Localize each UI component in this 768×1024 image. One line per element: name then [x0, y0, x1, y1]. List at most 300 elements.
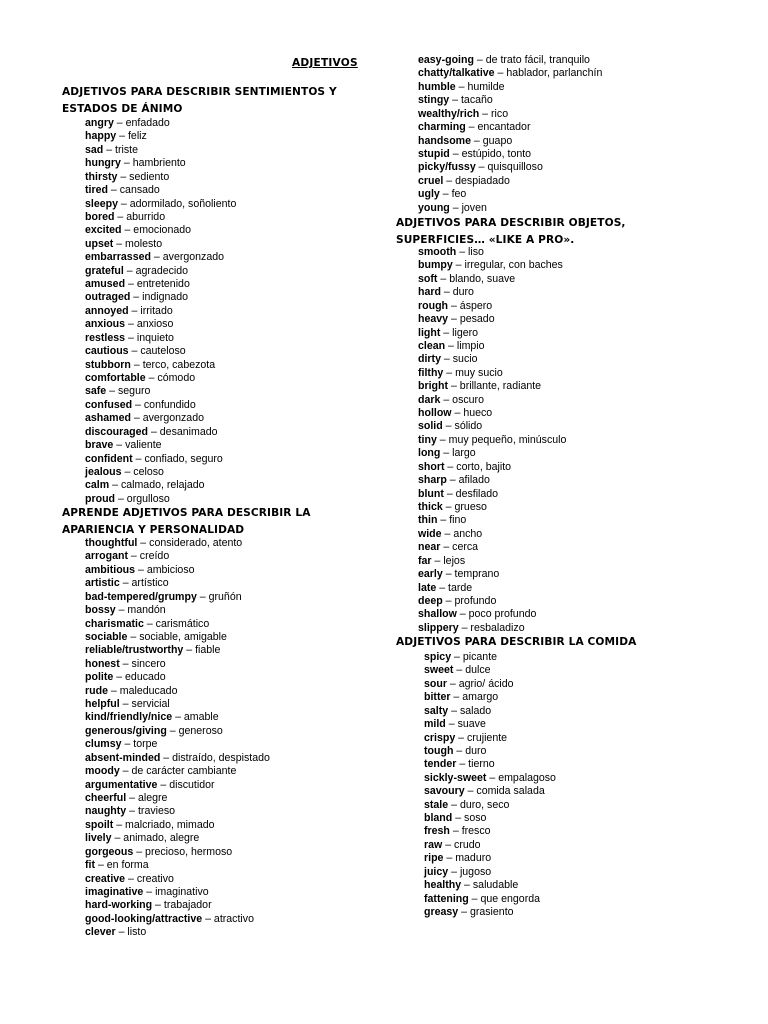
vocab-item: [85, 671, 270, 684]
spanish-translation: mandón: [127, 604, 166, 617]
english-term: moody: [85, 765, 120, 778]
spanish-translation: cansado: [119, 184, 160, 197]
english-term: artistic: [85, 577, 120, 590]
separator-dash: –: [448, 704, 460, 717]
separator-dash: –: [126, 805, 138, 818]
spanish-translation: ligero: [452, 326, 479, 339]
separator-dash: –: [451, 651, 463, 663]
spanish-translation: discutidor: [169, 778, 215, 791]
separator-dash: –: [479, 107, 492, 120]
spanish-translation: servicial: [131, 698, 170, 711]
vocab-item: [418, 528, 566, 541]
spanish-translation: agradecido: [135, 264, 189, 277]
spanish-translation: brillante, radiante: [459, 380, 542, 393]
separator-dash: –: [126, 792, 138, 805]
section-heading-apariencia: APRENDE ADJETIVOS PARA DESCRIBIR LA APARIENCIA Y PERSONALIDAD: [62, 507, 311, 536]
vocab-item: [85, 913, 270, 926]
spanish-translation: trabajador: [163, 899, 212, 912]
spanish-translation: cómodo: [157, 372, 196, 385]
separator-dash: –: [119, 657, 132, 670]
spanish-translation: poco profundo: [468, 608, 537, 621]
separator-dash: –: [444, 460, 457, 473]
english-term: fresh: [424, 825, 450, 838]
spanish-translation: agrio/ ácido: [458, 677, 514, 690]
english-term: short: [418, 460, 445, 473]
separator-dash: –: [120, 157, 133, 170]
vocab-item: [85, 685, 270, 698]
english-term: anxious: [85, 318, 126, 331]
separator-dash: –: [202, 912, 214, 925]
separator-dash: –: [450, 691, 463, 704]
spanish-translation: ancho: [453, 527, 483, 540]
separator-dash: –: [152, 899, 164, 912]
english-term: safe: [85, 385, 107, 398]
separator-dash: –: [133, 845, 146, 858]
separator-dash: –: [431, 554, 444, 567]
english-term: sour: [424, 677, 447, 690]
vocab-item: [85, 873, 270, 886]
separator-dash: –: [107, 184, 120, 197]
spanish-translation: estúpido, tonto: [461, 147, 532, 160]
vocab-item: [418, 434, 566, 447]
spanish-translation: crudo: [454, 838, 481, 851]
vocab-item: [85, 765, 270, 778]
adjective-list-objetos: [418, 246, 566, 635]
english-term: shallow: [418, 608, 457, 621]
vocab-item: [418, 380, 566, 393]
separator-dash: –: [119, 577, 132, 590]
vocab-item: [85, 144, 236, 157]
spanish-translation: listo: [127, 926, 147, 939]
vocab-item: [418, 394, 566, 407]
spanish-translation: confundido: [143, 398, 196, 411]
spanish-translation: desfilado: [455, 487, 499, 500]
separator-dash: –: [160, 751, 173, 764]
separator-dash: –: [145, 372, 158, 385]
english-term: cheerful: [85, 792, 127, 805]
english-term: juicy: [424, 865, 449, 878]
separator-dash: –: [455, 80, 468, 93]
vocab-item: [85, 332, 236, 345]
spanish-translation: saludable: [472, 879, 519, 892]
english-term: calm: [85, 479, 110, 492]
vocab-item: [424, 812, 556, 825]
english-term: early: [418, 568, 443, 581]
vocab-item: [85, 372, 236, 385]
spanish-translation: tacaño: [460, 94, 493, 107]
separator-dash: –: [440, 353, 453, 366]
separator-dash: –: [458, 621, 471, 634]
spanish-translation: indignado: [142, 291, 189, 304]
vocab-item: [418, 501, 566, 514]
english-term: angry: [85, 117, 114, 129]
vocab-item: [418, 121, 602, 134]
vocab-item: [85, 752, 270, 765]
separator-dash: –: [117, 197, 130, 210]
vocab-item: [85, 832, 270, 845]
vocab-item: [418, 474, 566, 487]
vocab-item: [85, 926, 270, 939]
spanish-translation: grasiento: [469, 906, 514, 919]
separator-dash: –: [486, 771, 499, 784]
spanish-translation: pesado: [459, 313, 495, 326]
separator-dash: –: [456, 246, 469, 258]
english-term: sickly-sweet: [424, 771, 487, 784]
english-term: salty: [424, 704, 449, 717]
spanish-translation: terco, cabezota: [142, 358, 216, 371]
separator-dash: –: [443, 487, 456, 500]
english-term: stupid: [418, 147, 450, 160]
spanish-translation: artístico: [131, 577, 169, 590]
separator-dash: –: [494, 67, 507, 80]
spanish-translation: avergonzado: [142, 412, 204, 425]
english-term: tired: [85, 184, 108, 197]
separator-dash: –: [436, 581, 449, 594]
separator-dash: –: [119, 698, 132, 711]
separator-dash: –: [103, 143, 116, 156]
english-term: young: [418, 201, 450, 214]
spanish-translation: guapo: [482, 134, 513, 147]
separator-dash: –: [449, 825, 462, 838]
english-term: excited: [85, 224, 122, 237]
separator-dash: –: [106, 385, 118, 398]
english-term: confident: [85, 452, 133, 465]
separator-dash: –: [440, 286, 453, 299]
spanish-translation: carismático: [155, 617, 210, 630]
section-heading-sentimientos: ADJETIVOS PARA DESCRIBIR SENTIMIENTOS Y ESTADOS DE ÁNIMO: [62, 86, 337, 115]
spanish-translation: quisquilloso: [487, 161, 543, 174]
vocab-item: [418, 367, 566, 380]
vocab-item: [85, 439, 236, 452]
separator-dash: –: [130, 412, 143, 425]
separator-dash: –: [128, 304, 141, 317]
spanish-translation: humilde: [467, 80, 505, 93]
spanish-translation: avergonzado: [162, 251, 225, 264]
english-term: far: [418, 554, 432, 567]
adjective-list-apariencia-cont: [418, 54, 602, 215]
vocab-item: [85, 117, 236, 130]
english-term: greasy: [424, 906, 459, 919]
vocab-item: [418, 135, 602, 148]
vocab-item: [85, 157, 236, 170]
separator-dash: –: [130, 291, 143, 304]
spanish-translation: despiadado: [455, 174, 510, 187]
vocab-item: [424, 758, 556, 771]
separator-dash: –: [130, 358, 143, 371]
spanish-translation: valiente: [125, 439, 162, 452]
spanish-translation: seguro: [117, 385, 151, 398]
english-term: proud: [85, 492, 116, 505]
section-heading-objetos: ADJETIVOS PARA DESCRIBIR OBJETOS, SUPERFICIES… «LIKE A PRO».: [396, 217, 626, 246]
spanish-translation: fino: [449, 514, 467, 527]
separator-dash: –: [95, 859, 107, 872]
english-term: ashamed: [85, 412, 131, 425]
english-term: mild: [424, 718, 446, 731]
vocab-item: [85, 251, 236, 264]
vocab-item: [85, 479, 236, 492]
separator-dash: –: [135, 563, 147, 576]
spanish-translation: sincero: [131, 657, 166, 670]
spanish-translation: sucio: [452, 353, 478, 366]
spanish-translation: dulce: [465, 664, 491, 677]
separator-dash: –: [113, 117, 126, 129]
spanish-translation: torpe: [133, 738, 158, 751]
english-term: sweet: [424, 664, 454, 677]
vocab-item: [85, 899, 270, 912]
english-term: charismatic: [85, 617, 144, 630]
vocab-item: [418, 148, 602, 161]
vocab-item: [85, 211, 236, 224]
separator-dash: –: [150, 251, 163, 264]
english-term: absent-minded: [85, 751, 161, 764]
english-term: ugly: [418, 188, 440, 201]
vocab-item: [424, 879, 556, 892]
english-term: happy: [85, 130, 117, 143]
spanish-translation: distraído, despistado: [172, 751, 270, 764]
page-title: ADJETIVOS: [292, 57, 358, 69]
english-term: raw: [424, 838, 443, 851]
spanish-translation: emocionado: [133, 224, 192, 237]
vocab-item: [418, 188, 602, 201]
separator-dash: –: [109, 479, 121, 492]
spanish-translation: inquieto: [136, 331, 174, 344]
separator-dash: –: [114, 210, 127, 223]
english-term: outraged: [85, 291, 131, 304]
separator-dash: –: [451, 407, 464, 420]
vocab-item: [85, 846, 270, 859]
spanish-translation: enfadado: [125, 117, 170, 129]
separator-dash: –: [437, 514, 450, 527]
english-term: spoilt: [85, 818, 114, 831]
english-term: charming: [418, 121, 466, 134]
spanish-translation: lejos: [443, 554, 466, 567]
spanish-translation: de trato fácil, tranquilo: [485, 54, 590, 66]
spanish-translation: corto, bajito: [456, 460, 512, 473]
vocab-item: [85, 792, 270, 805]
english-term: blunt: [418, 487, 444, 500]
english-term: stale: [424, 798, 449, 811]
vocab-item: [418, 161, 602, 174]
spanish-translation: anxioso: [136, 318, 174, 331]
separator-dash: –: [443, 366, 456, 379]
spanish-translation: liso: [468, 246, 484, 258]
separator-dash: –: [473, 54, 486, 66]
english-term: heavy: [418, 313, 449, 326]
english-term: stingy: [418, 94, 450, 107]
english-term: clean: [418, 339, 446, 352]
vocab-item: [424, 745, 556, 758]
spanish-translation: educado: [125, 671, 166, 684]
vocab-item: [418, 327, 566, 340]
english-term: hungry: [85, 157, 121, 170]
english-term: clumsy: [85, 738, 122, 751]
separator-dash: –: [448, 380, 460, 393]
separator-dash: –: [442, 501, 455, 514]
vocab-item: [424, 772, 556, 785]
separator-dash: –: [115, 492, 127, 505]
adjective-list-sentimientos: [85, 117, 236, 506]
english-term: handsome: [418, 134, 471, 147]
spanish-translation: calmado, relajado: [120, 479, 205, 492]
vocab-item: [85, 698, 270, 711]
vocab-item: [85, 305, 236, 318]
english-term: lively: [85, 832, 112, 845]
english-term: hard: [418, 286, 441, 299]
separator-dash: –: [113, 671, 126, 684]
english-term: filthy: [418, 366, 444, 379]
vocab-item: [418, 541, 566, 554]
spanish-translation: tierno: [468, 758, 495, 771]
separator-dash: –: [455, 731, 467, 744]
separator-dash: –: [442, 838, 455, 851]
adjective-list-comida: [424, 651, 556, 919]
separator-dash: –: [443, 852, 456, 865]
separator-dash: –: [470, 134, 483, 147]
spanish-translation: en forma: [106, 859, 149, 872]
vocab-item: [85, 658, 270, 671]
separator-dash: –: [127, 630, 140, 643]
english-term: restless: [85, 331, 126, 344]
english-term: upset: [85, 237, 114, 250]
vocab-item: [418, 555, 566, 568]
separator-dash: –: [115, 604, 128, 617]
vocab-item: [85, 631, 270, 644]
vocab-item: [418, 108, 602, 121]
english-term: wealthy/rich: [418, 107, 480, 120]
vocab-item: [424, 799, 556, 812]
separator-dash: –: [458, 906, 470, 919]
english-term: chatty/talkative: [418, 67, 495, 80]
separator-dash: –: [439, 188, 452, 201]
spanish-translation: áspero: [459, 299, 493, 312]
separator-dash: –: [461, 879, 473, 892]
separator-dash: –: [125, 331, 137, 344]
separator-dash: –: [121, 224, 134, 237]
spanish-translation: cerca: [452, 541, 479, 554]
vocab-item: [85, 537, 270, 550]
vocab-item: [418, 300, 566, 313]
separator-dash: –: [449, 147, 462, 160]
english-term: argumentative: [85, 778, 158, 791]
separator-dash: –: [111, 832, 124, 845]
spanish-translation: hablador, parlanchín: [506, 67, 603, 80]
spanish-translation: largo: [452, 447, 476, 460]
separator-dash: –: [121, 465, 134, 478]
vocab-item: [85, 591, 270, 604]
separator-dash: –: [121, 738, 134, 751]
spanish-translation: fiable: [195, 644, 221, 657]
spanish-translation: suave: [457, 718, 486, 731]
vocab-item: [85, 725, 270, 738]
separator-dash: –: [107, 684, 120, 697]
spanish-translation: animado, alegre: [123, 832, 200, 845]
separator-dash: –: [115, 926, 128, 939]
separator-dash: –: [117, 170, 130, 183]
vocab-item: [418, 340, 566, 353]
english-term: helpful: [85, 698, 120, 711]
separator-dash: –: [113, 237, 126, 250]
english-term: easy-going: [418, 54, 474, 66]
separator-dash: –: [448, 313, 460, 326]
vocab-item: [85, 318, 236, 331]
english-term: confused: [85, 398, 133, 411]
spanish-translation: oscuro: [452, 393, 484, 406]
separator-dash: –: [440, 326, 453, 339]
separator-dash: –: [148, 425, 160, 438]
separator-dash: –: [440, 447, 453, 460]
spanish-translation: comida salada: [476, 785, 545, 798]
vocab-item: [418, 202, 602, 215]
spanish-translation: amable: [183, 711, 219, 724]
separator-dash: –: [196, 590, 209, 603]
separator-dash: –: [448, 299, 460, 312]
english-term: rough: [418, 299, 449, 312]
english-term: healthy: [424, 879, 462, 892]
spanish-translation: desanimado: [159, 425, 218, 438]
separator-dash: –: [440, 393, 453, 406]
separator-dash: –: [442, 568, 455, 581]
english-term: bored: [85, 210, 115, 223]
separator-dash: –: [446, 474, 459, 487]
spanish-translation: generoso: [178, 724, 223, 737]
separator-dash: –: [113, 439, 126, 452]
vocab-item: [424, 825, 556, 838]
separator-dash: –: [183, 644, 196, 657]
english-term: grateful: [85, 264, 124, 277]
english-term: arrogant: [85, 550, 128, 563]
vocab-item: [85, 550, 270, 563]
spanish-translation: picante: [462, 651, 498, 663]
vocab-item: [418, 461, 566, 474]
english-term: thirsty: [85, 170, 118, 183]
vocab-item: [85, 805, 270, 818]
english-term: wide: [418, 527, 442, 540]
spanish-translation: crujiente: [467, 731, 508, 744]
spanish-translation: molesto: [125, 237, 163, 250]
separator-dash: –: [445, 339, 457, 352]
spanish-translation: irregular, con baches: [464, 259, 563, 272]
spanish-translation: travieso: [137, 805, 176, 818]
separator-dash: –: [468, 892, 481, 905]
vocab-item: [85, 453, 236, 466]
spanish-translation: celoso: [133, 465, 164, 478]
separator-dash: –: [157, 778, 170, 791]
english-term: polite: [85, 671, 114, 684]
spanish-translation: sediento: [129, 170, 170, 183]
spanish-translation: sólido: [454, 420, 483, 433]
separator-dash: –: [125, 278, 137, 291]
separator-dash: –: [143, 617, 156, 630]
vocab-item: [424, 691, 556, 704]
english-term: near: [418, 541, 441, 554]
spanish-translation: amargo: [462, 691, 499, 704]
english-term: thoughtful: [85, 537, 138, 549]
english-term: slippery: [418, 621, 459, 634]
vocab-item: [85, 238, 236, 251]
separator-dash: –: [456, 758, 469, 771]
vocab-item: [418, 353, 566, 366]
english-term: crispy: [424, 731, 456, 744]
spanish-translation: que engorda: [480, 892, 541, 905]
vocab-item: [85, 198, 236, 211]
separator-dash: –: [449, 201, 462, 214]
vocab-item: [85, 399, 236, 412]
english-term: hard-working: [85, 899, 153, 912]
english-term: bright: [418, 380, 449, 393]
spanish-translation: orgulloso: [126, 492, 170, 505]
spanish-translation: duro, seco: [459, 798, 510, 811]
spanish-translation: temprano: [454, 568, 500, 581]
